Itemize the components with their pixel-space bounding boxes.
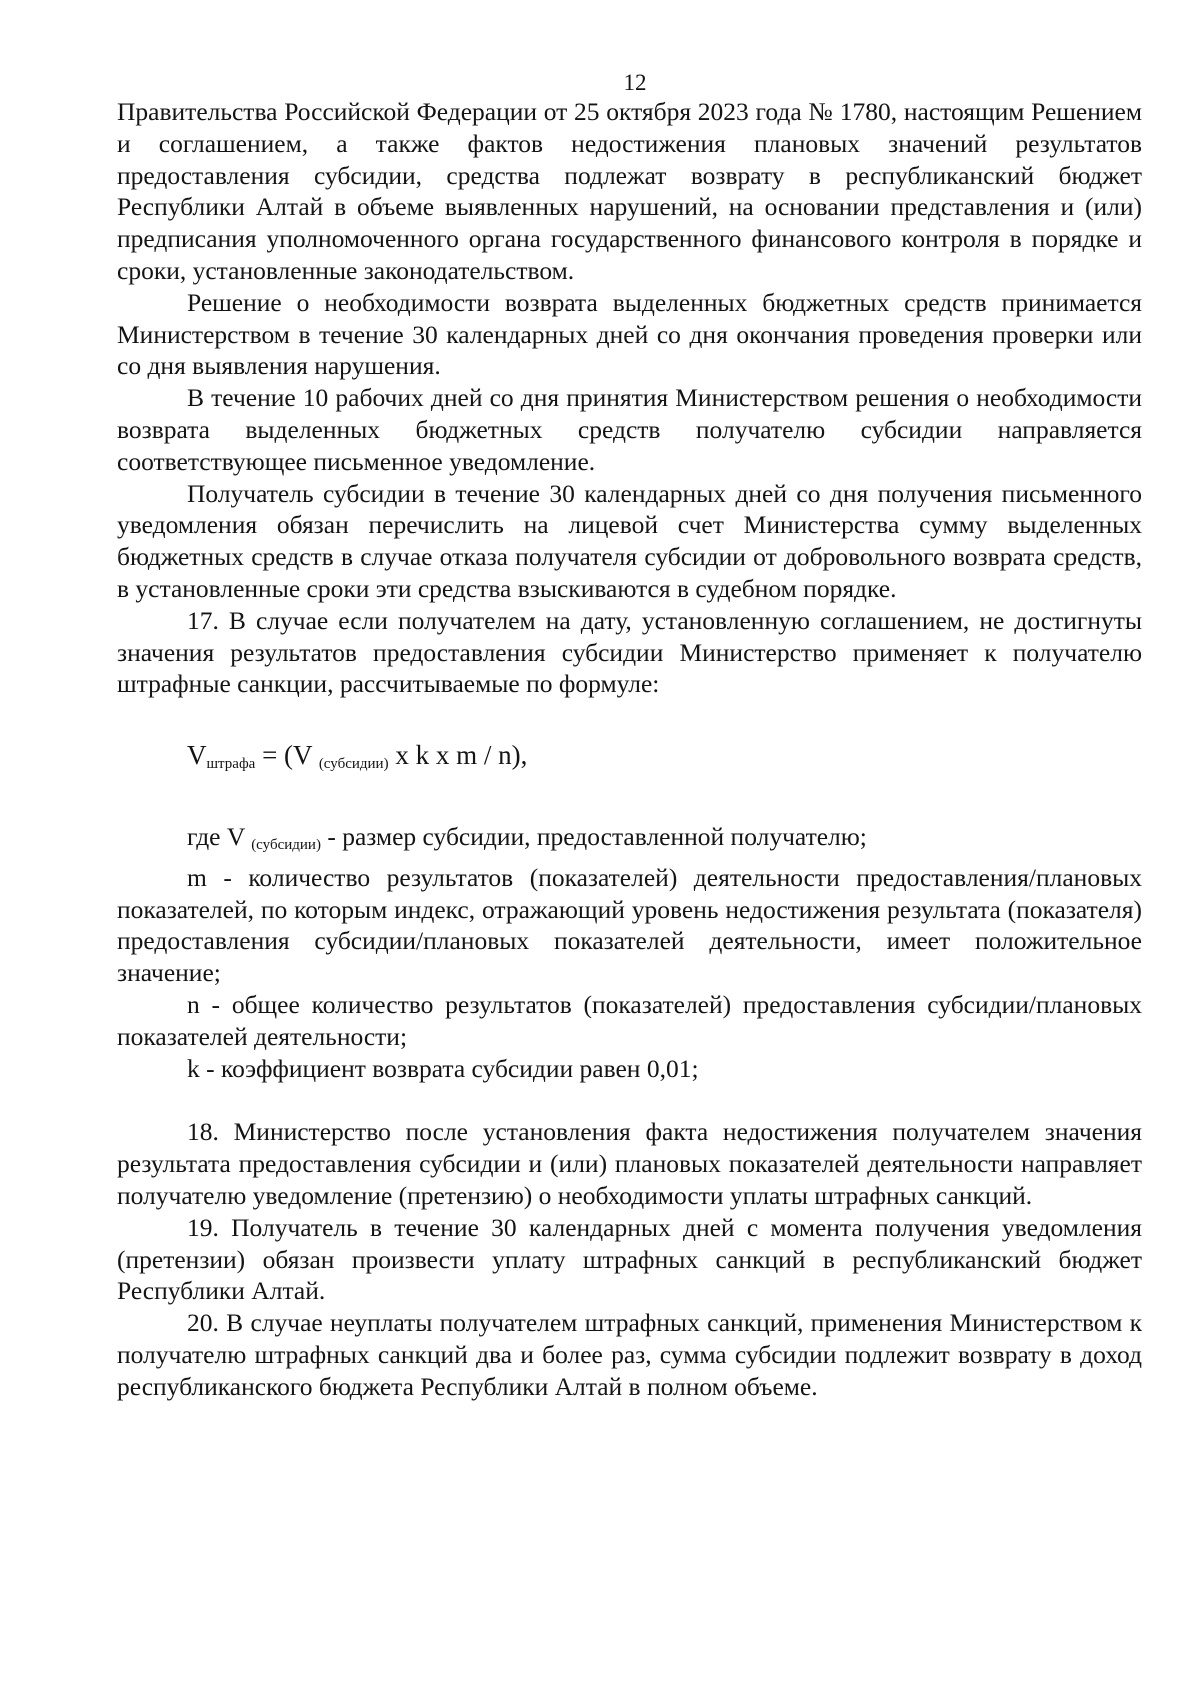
paragraph-notification: В течение 10 рабочих дней со дня принятия Министерством решения о необходимости возврата выделенных бюджетных средств получателю субсидии направляется соответствующее письменное уведомление. xyxy=(117,383,1142,476)
definition-v xyxy=(117,821,1142,862)
formula-v-sub: штрафа xyxy=(206,756,256,773)
paragraph-20: 20. В случае неуплаты получателем штрафных санкций, применения Министерством к получателю штрафных санкций два и более раз, сумма субсидии подлежит возврату в доход республиканского бюджета Республики Алтай в полном объеме. xyxy=(117,1308,1142,1401)
paragraph-17: 17. В случае если получателем на дату, установленную соглашением, не достигнуты значения результатов предоставления субсидии Министерство применяет к получателю штрафные санкции, рассчитываемые по формуле: xyxy=(117,605,1142,699)
page-number: 12 xyxy=(623,70,647,95)
formula-rest: x k x m / n), xyxy=(388,740,528,771)
document-body xyxy=(117,96,1142,1402)
paragraph-transfer-obligation: Получатель субсидии в течение 30 календарных дней со дня получения письменного уведомления обязан перечислить на лицевой счет Министерства сумму выделенных бюджетных средств в случае отказа получателя субсидии от добровольного возврата средств, в установленные сроки эти средства взыскиваются в судебном порядке. xyxy=(117,478,1142,603)
paragraph-return-grounds: Правительства Российской Федерации от 25 октября 2023 года № 1780, настоящим Решением и соглашением, а также фактов недостижения плановых значений результатов предоставления субсидии, средства подлежат возврату в республиканский бюджет Республики Алтай в объеме выявленных нарушений, на основании представления и (или) предписания уполномоченного органа государственного финансового контроля в порядке и сроки, установленные законодательством. xyxy=(117,97,1142,285)
paragraph-18: 18. Министерство после установления факта недостижения получателем значения результата предоставления субсидии и (или) плановых показателей деятельности направляет получателю уведомление (претензию) о необходимости уплаты штрафных санкций. xyxy=(117,1117,1142,1210)
definition-m: m - количество результатов (показателей) деятельности предоставления/плановых показателей, по которым индекс, отражающий уровень недостижения результата (показателя) предоставления субсидии/плановых показателей деятельности, имеет положительное значение; xyxy=(117,862,1142,988)
definition-v-text: - размер субсидии, предоставленной получателю; xyxy=(320,821,867,851)
formula-v: V xyxy=(187,740,207,771)
penalty-formula xyxy=(187,740,1142,781)
formula-subsidy-sub: (субсидии) xyxy=(318,756,389,773)
definition-v-sub: (субсидии) xyxy=(251,836,321,853)
formula-eq: = (V xyxy=(255,740,319,771)
definition-v-prefix: где V xyxy=(187,821,252,851)
paragraph-return-decision: Решение о необходимости возврата выделенных бюджетных средств принимается Министерством в течение 30 календарных дней со дня окончания проведения проверки или со дня выявления нарушения. xyxy=(117,287,1142,381)
definition-n: n - общее количество результатов (показателей) предоставления субсидии/плановых показателей деятельности; xyxy=(117,989,1142,1051)
spacer xyxy=(117,1084,1142,1116)
definition-k: k - коэффициент возврата субсидии равен 0,01; xyxy=(187,1053,699,1083)
paragraph-19: 19. Получатель в течение 30 календарных дней с момента получения уведомления (претензии) обязан произвести уплату штрафных санкций в республиканский бюджет Республики Алтай. xyxy=(117,1212,1142,1306)
